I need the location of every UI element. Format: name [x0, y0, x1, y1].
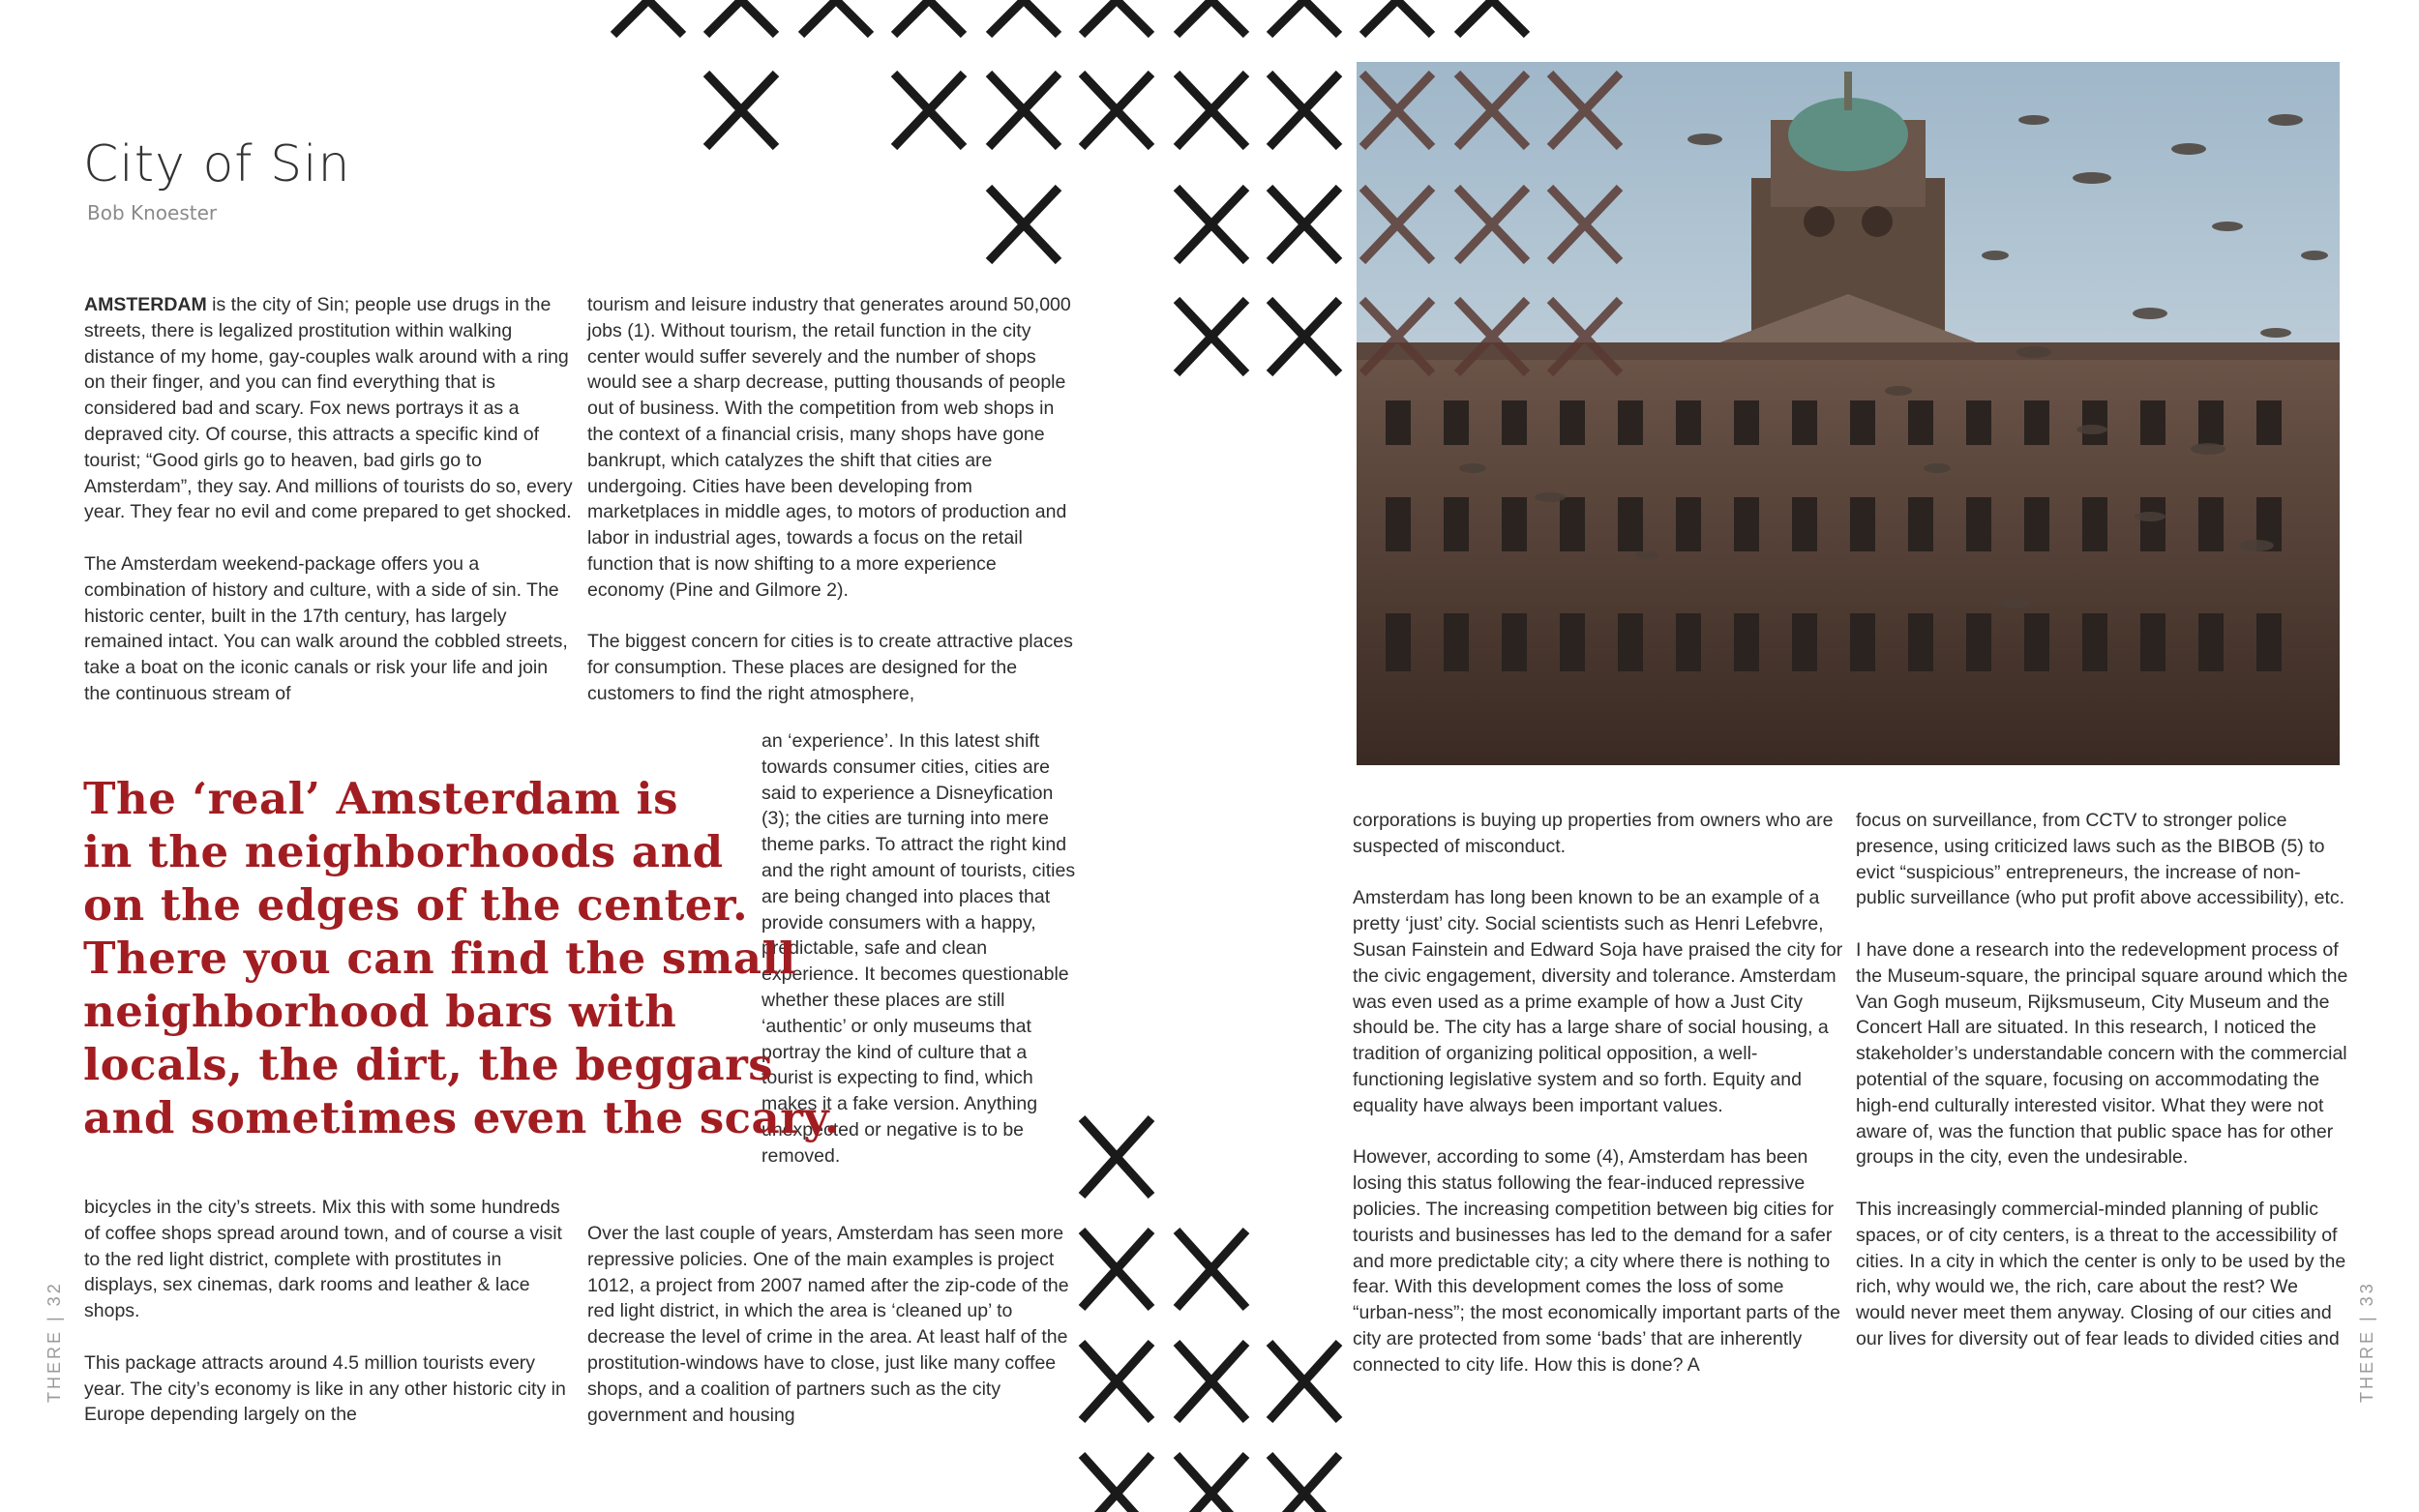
paragraph: This package attracts around 4.5 million tourists every year. The city’s economy is like in any other historic city in Europe depending largely on the [84, 1351, 566, 1426]
x-mark [706, 0, 776, 35]
article-title: City of Sin [83, 135, 351, 193]
page-folio-right: THERE | 33 [2357, 1281, 2376, 1403]
x-mark [1550, 300, 1620, 373]
x-mark [1269, 1343, 1339, 1420]
paragraph: an ‘experience’. In this latest shift towards consumer cities, cities are said to experience a Disneyfication (3); the cities are turning into mere theme parks. To attract the right kind and the right amount of tourists, cities are being changed into places that provide consumers with a happy, predictable, safe and clean experience. It becomes questionable whether these places are still ‘authentic’ or only museums that portray the kind of culture that a tourist is expecting to find, which makes it a fake version. Anything unexpected or negative is to be removed. [762, 730, 1076, 1167]
x-mark [1269, 0, 1339, 35]
paragraph: tourism and leisure industry that generates around 50,000 jobs (1). Without tourism, the retail function in the city center would suffer severely and the number of shops would see a sharp decrease, putting thousands of people out of business. With the competition from web shops in the context of a financial crisis, many shops have gone bankrupt, which catalyzes the shift that cities are undergoing. Cities have been developing from marketplaces in middle ages, to motors of production and labor in industrial ages, towards a focus on the retail function that is now shifting to a more experience economy (Pine and Gilmore 2). [587, 294, 1071, 601]
text-column-4 [1856, 808, 2349, 1352]
pull-quote-line: on the edges of the center. [83, 879, 749, 931]
x-mark [1177, 1230, 1246, 1308]
x-mark [1269, 74, 1339, 147]
paragraph: However, according to some (4), Amsterdam has been losing this status following the fear-induced repressive policies. The increasing competition between big cities for tourists and businesses has led to the demand for a safer and more predictable city; a city where there is nothing to fear. With this development comes the loss of some “urban-ness”; the most economically important parts of the city are protected from some ‘bads’ that are inherently connected to city life. How this is done? A [1353, 1146, 1840, 1376]
x-mark [706, 74, 776, 147]
x-mark [1457, 188, 1527, 261]
x-mark [1269, 300, 1339, 373]
x-mark [1362, 188, 1432, 261]
x-mark [989, 74, 1059, 147]
x-mark [1177, 74, 1246, 147]
paragraph: The biggest concern for cities is to create attractive places for consumption. These places are designed for the customers to find the right atmosphere, [587, 631, 1073, 704]
pull-quote-line: in the neighborhoods and [83, 826, 724, 877]
x-mark [1362, 300, 1432, 373]
pull-quote-line: and sometimes even the scary. [83, 1092, 841, 1143]
paragraph: This increasingly commercial-minded planning of public spaces, or of city centers, is a threat to the accessibility of cities. In a city in which the center is only to be used by the rich, why would we, the rich, care about the rest? We would never meet them anyway. Closing of our cities and our lives for diversity out of fear leads to divided cities and [1856, 1198, 2346, 1349]
x-mark [989, 188, 1059, 261]
x-mark [1082, 1455, 1151, 1512]
paragraph: Over the last couple of years, Amsterdam has seen more repressive policies. One of the main examples is project 1012, a project from 2007 named after the zip-code of the red light district, in which the area is ‘cleaned up’ to decrease the level of crime in the area. At least half of the prostitution-windows have to close, just like many coffee shops, and a coalition of partners such as the city government and housing [587, 1223, 1069, 1426]
x-mark [801, 0, 871, 35]
pull-quote-line: locals, the dirt, the beggars [83, 1039, 774, 1090]
x-mark [1082, 1343, 1151, 1420]
x-mark [989, 0, 1059, 35]
pull-quote-line: There you can find the small [83, 933, 796, 984]
x-mark [1177, 300, 1246, 373]
x-mark [1269, 188, 1339, 261]
x-mark [1269, 1455, 1339, 1512]
article-author: Bob Knoester [87, 201, 218, 224]
x-mark [1550, 74, 1620, 147]
pull-quote-line: The ‘real’ Amsterdam is [83, 773, 678, 824]
x-mark [894, 0, 964, 35]
paragraph: AMSTERDAM is the city of Sin; people use drugs in the streets, there is legalized prostitution within walking distance of my home, gay-couples walk around with a ring on their finger, and you can find everything that is considered bad and scary. Fox news portrays it as a depraved city. Of course, this attracts a specific kind of tourist; “Good girls go to heaven, bad girls go to Amsterdam”, they say. And millions of tourists do so, every year. They fear no evil and come prepared to get shocked. [84, 294, 573, 523]
paragraph: focus on surveillance, from CCTV to stronger police presence, using criticized laws such as the BIBOB (5) to evict “suspicious” entrepreneurs, the increase of non-public surveillance (who put profit above accessibility), etc. [1856, 810, 2345, 909]
x-mark [1457, 0, 1527, 35]
paragraph: bicycles in the city’s streets. Mix this with some hundreds of coffee shops spread around town, and of course a visit to the red light district, complete with prostitutes in displays, sex cinemas, dark rooms and leather & lace shops. [84, 1197, 562, 1322]
x-mark [613, 0, 683, 35]
page-folio-left: THERE | 32 [45, 1281, 64, 1403]
x-mark [1457, 300, 1527, 373]
x-mark [1362, 0, 1432, 35]
pull-quote-line: neighborhood bars with [83, 986, 677, 1037]
paragraph: I have done a research into the redevelopment process of the Museum-square, the principal square around which the Van Gogh museum, Rijksmuseum, City Museum and the Concert Hall are situated. In this research, I noticed the stakeholder’s understandable concern with the commercial potential of the square, focusing on accommodating the high-end culturally interested visitor. What they were not aware of, was the function that public space has for other groups in the city, even the undesirable. [1856, 938, 2348, 1169]
x-mark [1457, 74, 1527, 147]
paragraph: corporations is buying up properties from owners who are suspected of misconduct. [1353, 810, 1834, 857]
lead-word: AMSTERDAM [84, 294, 207, 315]
x-mark [1177, 1343, 1246, 1420]
x-mark [1550, 188, 1620, 261]
x-mark [1362, 74, 1432, 147]
x-mark [1177, 0, 1246, 35]
x-mark [1177, 188, 1246, 261]
paragraph: The Amsterdam weekend-package offers you a combination of history and culture, with a side of sin. The historic center, built in the 17th century, has largely remained intact. You can walk around the cobbled streets, take a boat on the iconic canals or risk your life and join the continuous stream of [84, 552, 568, 704]
x-mark [894, 74, 964, 147]
paragraph: Amsterdam has long been known to be an example of a pretty ‘just’ city. Social scientists such as Henri Lefebvre, Susan Fainstein and Edward Soja have praised the city for the civic engagement, diversity and tolerance. Amsterdam was even used as a prime example of how a Just City should be. The city has a large share of social housing, a tradition of organizing political opposition, a well-functioning legislative system and so forth. Equity and equality have always been important values. [1353, 887, 1843, 1116]
x-mark [1177, 1455, 1246, 1512]
x-mark [1082, 74, 1151, 147]
x-mark [1082, 0, 1151, 35]
text-column-3 [1353, 808, 1846, 1379]
x-mark [1082, 1230, 1151, 1308]
x-mark [1082, 1118, 1151, 1196]
